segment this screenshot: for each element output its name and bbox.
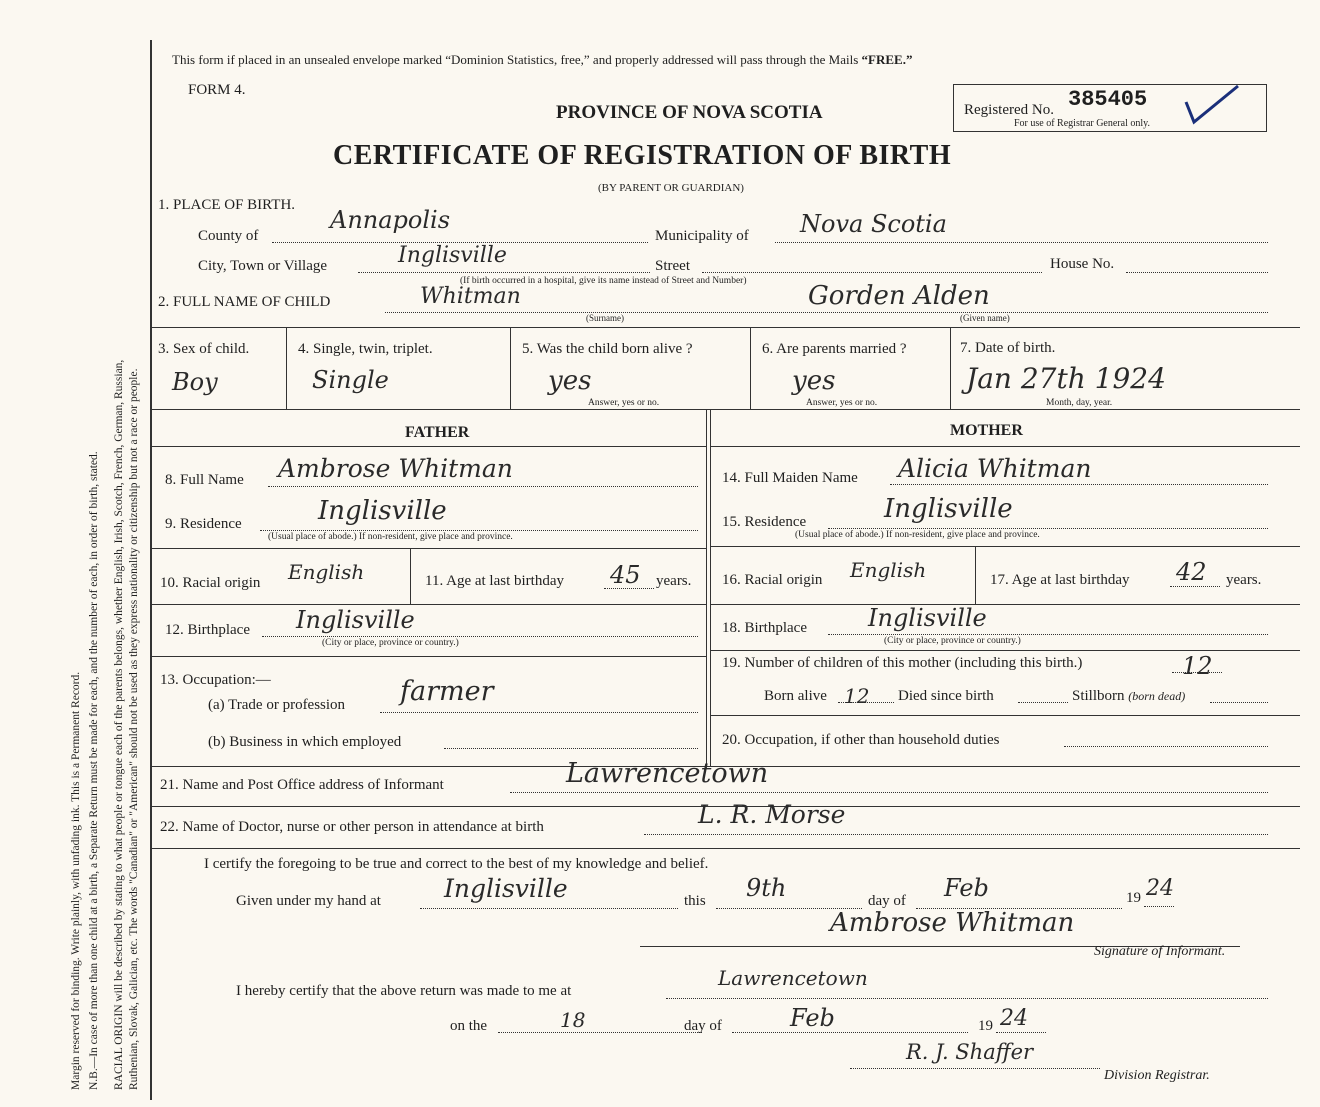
parents-married-label: 6. Are parents married ? — [762, 341, 907, 357]
mother-birthplace-caption: (City or place, province or country.) — [884, 636, 1021, 646]
hospital-note: (If birth occurred in a hospital, give its name instead of Street and Number) — [460, 276, 747, 286]
return-day-of-label: day of — [684, 1018, 722, 1034]
business-label: (b) Business in which employed — [208, 734, 402, 750]
given-caption: (Given name) — [960, 313, 1010, 323]
father-years: years. — [656, 573, 692, 589]
sex-label: 3. Sex of child. — [158, 341, 250, 357]
stillborn-label: Stillborn (born dead) — [1072, 688, 1186, 704]
mother-name-label: 14. Full Maiden Name — [722, 470, 858, 486]
place-of-birth-label: 1. PLACE OF BIRTH. — [158, 197, 296, 213]
signature-caption: Signature of Informant. — [1094, 944, 1226, 959]
given-year-prefix: 19 — [1126, 890, 1141, 906]
father-age: 45 — [610, 561, 641, 589]
mother-name: Alicia Whitman — [898, 454, 1092, 483]
return-month: Feb — [790, 1004, 835, 1032]
born-alive-count: 12 — [844, 684, 870, 708]
registrar-note: For use of Registrar General only. — [1014, 118, 1150, 129]
given-year: 24 — [1146, 876, 1174, 901]
form-number: FORM 4. — [188, 82, 246, 98]
page-title: CERTIFICATE OF REGISTRATION OF BIRTH — [333, 140, 952, 171]
on-the-label: on the — [450, 1018, 488, 1034]
county-value: Annapolis — [330, 206, 451, 234]
margin-note-2: N.B.—In case of more than one child at a birth, a Separate Return must be made for each, and the number of each, in order of birth, stated. — [88, 451, 100, 1090]
mother-residence-label: 15. Residence — [722, 514, 807, 530]
father-racial: English — [288, 560, 365, 584]
father-birthplace-label: 12. Birthplace — [165, 622, 250, 638]
county-label: County of — [198, 228, 259, 244]
informant-label: 21. Name and Post Office address of Informant — [160, 777, 444, 793]
parents-married-caption: Answer, yes or no. — [806, 398, 878, 408]
father-name-label: 8. Full Name — [165, 472, 244, 488]
return-year: 24 — [1000, 1006, 1028, 1031]
mother-racial-label: 16. Racial origin — [722, 572, 823, 588]
informant-signature: Ambrose Whitman — [830, 908, 1075, 938]
born-alive-count-label: Born alive — [764, 688, 827, 704]
mother-racial: English — [850, 558, 927, 582]
occupation-label: 13. Occupation:— — [160, 672, 271, 688]
father-birthplace: Inglisville — [296, 606, 415, 634]
dob-caption: Month, day, year. — [1046, 398, 1113, 408]
mother-heading: MOTHER — [950, 422, 1023, 439]
child-surname: Whitman — [420, 284, 521, 309]
doctor-value: L. R. Morse — [698, 800, 846, 829]
given-under-label: Given under my hand at — [236, 893, 381, 909]
this-label: this — [684, 893, 706, 909]
street-label: Street — [655, 258, 690, 274]
plurality-value: Single — [312, 366, 389, 394]
doctor-label: 22. Name of Doctor, nurse or other person in attendance at birth — [160, 819, 544, 835]
children-count: 12 — [1182, 652, 1213, 680]
city-label: City, Town or Village — [198, 258, 328, 274]
certify-statement: I certify the foregoing to be true and correct to the best of my knowledge and belief. — [204, 856, 709, 872]
sex-value: Boy — [172, 368, 218, 396]
province-heading: PROVINCE OF NOVA SCOTIA — [556, 102, 823, 123]
born-alive-label: 5. Was the child born alive ? — [522, 341, 693, 357]
children-count-label: 19. Number of children of this mother (including this birth.) — [722, 655, 1083, 671]
mother-age: 42 — [1176, 558, 1207, 586]
municipality-label: Municipality of — [655, 228, 749, 244]
father-racial-label: 10. Racial origin — [160, 575, 261, 591]
return-label: I hereby certify that the above return was made to me at — [236, 983, 572, 999]
dob-label: 7. Date of birth. — [960, 340, 1056, 356]
mother-age-label: 17. Age at last birthday — [990, 572, 1130, 588]
father-birthplace-caption: (City or place, province or country.) — [322, 638, 459, 648]
given-day: 9th — [746, 874, 787, 902]
father-residence-label: 9. Residence — [165, 516, 242, 532]
mother-occupation-label: 20. Occupation, if other than household duties — [722, 732, 1000, 748]
registrar-signature: R. J. Shaffer — [906, 1040, 1034, 1064]
city-value: Inglisville — [398, 243, 507, 268]
mother-residence: Inglisville — [884, 494, 1013, 524]
mother-residence-caption: (Usual place of abode.) If non-resident, give place and province. — [795, 530, 1040, 540]
born-alive-caption: Answer, yes or no. — [588, 398, 660, 408]
child-name-label: 2. FULL NAME OF CHILD — [158, 294, 331, 310]
informant-value: Lawrencetown — [566, 758, 769, 789]
father-residence: Inglisville — [318, 496, 447, 526]
mail-note: This form if placed in an unsealed envelope marked “Dominion Statistics, free,” and properly addressed will pass through the Mails “FREE.” — [172, 52, 913, 67]
given-place: Inglisville — [444, 874, 568, 903]
born-alive-value: yes — [548, 366, 592, 396]
trade-label: (a) Trade or profession — [208, 697, 346, 713]
surname-caption: (Surname) — [586, 313, 624, 323]
return-place: Lawrencetown — [718, 966, 868, 990]
father-heading: FATHER — [405, 424, 470, 441]
registered-label: Registered No. — [964, 102, 1054, 118]
father-residence-caption: (Usual place of abode.) If non-resident, give place and province. — [268, 532, 513, 542]
return-year-prefix: 19 — [978, 1018, 993, 1034]
dob-value: Jan 27th 1924 — [966, 362, 1166, 395]
margin-note-3: RACIAL ORIGIN will be described by stating to what people or tongue each of the parents belongs, whether English, Irish, Scotch, French, German, Russian, — [113, 359, 125, 1090]
trade-value: farmer — [400, 676, 494, 707]
mother-years: years. — [1226, 572, 1262, 588]
mother-birthplace: Inglisville — [868, 604, 987, 632]
child-given-name: Gorden Alden — [808, 281, 990, 311]
plurality-label: 4. Single, twin, triplet. — [298, 341, 433, 357]
given-month: Feb — [944, 874, 989, 902]
municipality-value: Nova Scotia — [800, 210, 947, 238]
return-day: 18 — [560, 1008, 586, 1032]
father-name: Ambrose Whitman — [278, 454, 513, 483]
house-label: House No. — [1050, 256, 1115, 272]
died-label: Died since birth — [898, 688, 994, 704]
registrar-caption: Division Registrar. — [1104, 1068, 1210, 1083]
registered-number: 385405 — [1068, 87, 1148, 112]
father-age-label: 11. Age at last birthday — [425, 573, 564, 589]
checkmark-icon — [1178, 82, 1248, 132]
margin-note-1: Margin reserved for binding. Write plainly, with unfading ink. This is a Permanent Record. — [70, 671, 82, 1090]
day-of-label: day of — [868, 893, 906, 909]
margin-note-4: Ruthenian, Slovak, Galician, etc. The words "Canadian" or "American" should not be used as they express nationality or citizenship but not a race or people. — [128, 368, 140, 1090]
mother-birthplace-label: 18. Birthplace — [722, 620, 807, 636]
page-subtitle: (BY PARENT OR GUARDIAN) — [598, 182, 744, 194]
parents-married-value: yes — [792, 366, 836, 396]
